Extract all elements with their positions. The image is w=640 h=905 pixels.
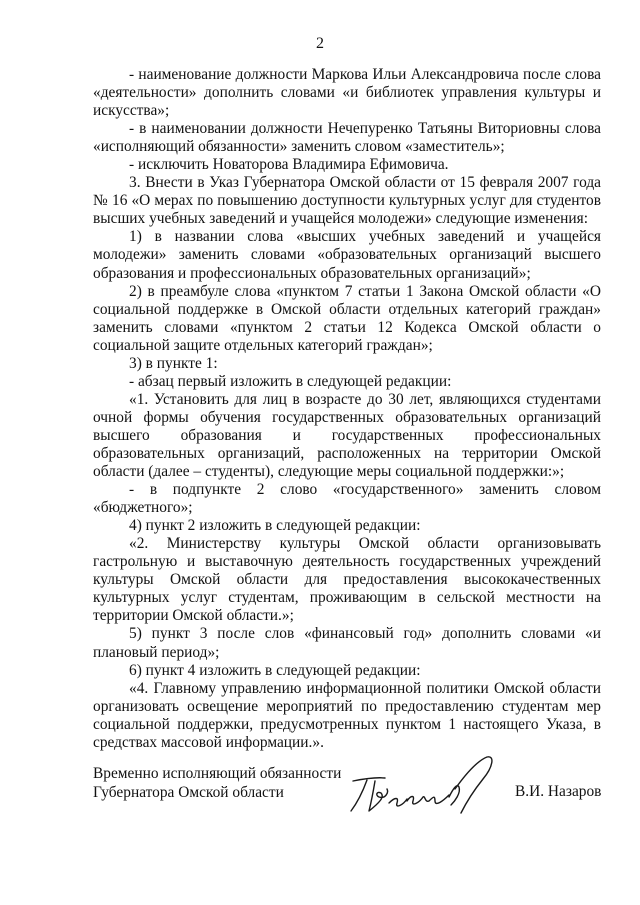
paragraph: - в наименовании должности Нечепуренко Татьяны Виториовны слова «исполняющий обязанности» заменить словом «заместитель»; xyxy=(93,120,601,156)
paragraph: «4. Главному управлению информационной политики Омской области организовать освещение мероприятий по предоставлению студентам мер социальной поддержки, предусмотренных пунктом 1 настоящего Указа, в средствах массовой информации.». xyxy=(93,679,601,751)
document-body xyxy=(93,66,601,752)
paragraph: «1. Установить для лиц в возрасте до 30 лет, являющихся студентами очной формы обучения государственных образовательных организаций высшего образования и государственных профессиональных образовательных организаций, расположенных на территории Омской области (далее – студенты), следующие меры социальной поддержки:»; xyxy=(93,390,601,481)
paragraph: 4) пункт 2 изложить в следующей редакции: xyxy=(129,517,421,535)
signatory-name: В.И. Назаров xyxy=(515,783,602,800)
paragraph: 3. Внести в Указ Губернатора Омской области от 15 февраля 2007 года № 16 «О мерах по повышению доступности культурных услуг для студентов высших учебных заведений и учащейся молодежи» следующие изменения: xyxy=(93,174,601,228)
signatory-title-line: Губернатора Омской области xyxy=(93,783,284,801)
paragraph: 2) в преамбуле слова «пунктом 7 статьи 1 Закона Омской области «О социальной поддержке в Омской области отдельных категорий граждан» заменить словами «пунктом 2 статьи 12 Кодекса Омской области о социальной защите отдельных категорий граждан»; xyxy=(93,282,601,354)
paragraph: 6) пункт 4 изложить в следующей редакции: xyxy=(129,661,421,679)
signature-block xyxy=(0,765,640,825)
paragraph: 1) в названии слова «высших учебных заведений и учащейся молодежи» заменить словами «образовательных организаций высшего образования и профессиональных образовательных организаций»; xyxy=(93,228,601,282)
signatory-title-line: Временно исполняющий обязанности xyxy=(93,765,342,782)
paragraph: - наименование должности Маркова Ильи Александровича после слова «деятельности» дополнить словами «и библиотек управления культуры и искусства»; xyxy=(93,66,601,120)
paragraph: 3) в пункте 1: xyxy=(129,354,218,372)
handwritten-signature xyxy=(345,753,505,823)
paragraph: 5) пункт 3 после слов «финансовый год» дополнить словами «и плановый период»; xyxy=(93,625,601,661)
paragraph: - исключить Новаторова Владимира Ефимовича. xyxy=(129,156,449,174)
page-number: 2 xyxy=(316,35,324,52)
paragraph: «2. Министерству культуры Омской области организовывать гастрольную и выставочную деятельность государственных учреждений культуры Омской области для предоставления высококачественных культурных услуг студентам, проживающим в сельской местности на территории Омской области.»; xyxy=(93,535,601,625)
paragraph: - абзац первый изложить в следующей редакции: xyxy=(129,372,452,390)
paragraph: - в подпункте 2 слово «государственного» заменить словом «бюджетного»; xyxy=(93,481,601,517)
signatory-title xyxy=(93,765,341,802)
